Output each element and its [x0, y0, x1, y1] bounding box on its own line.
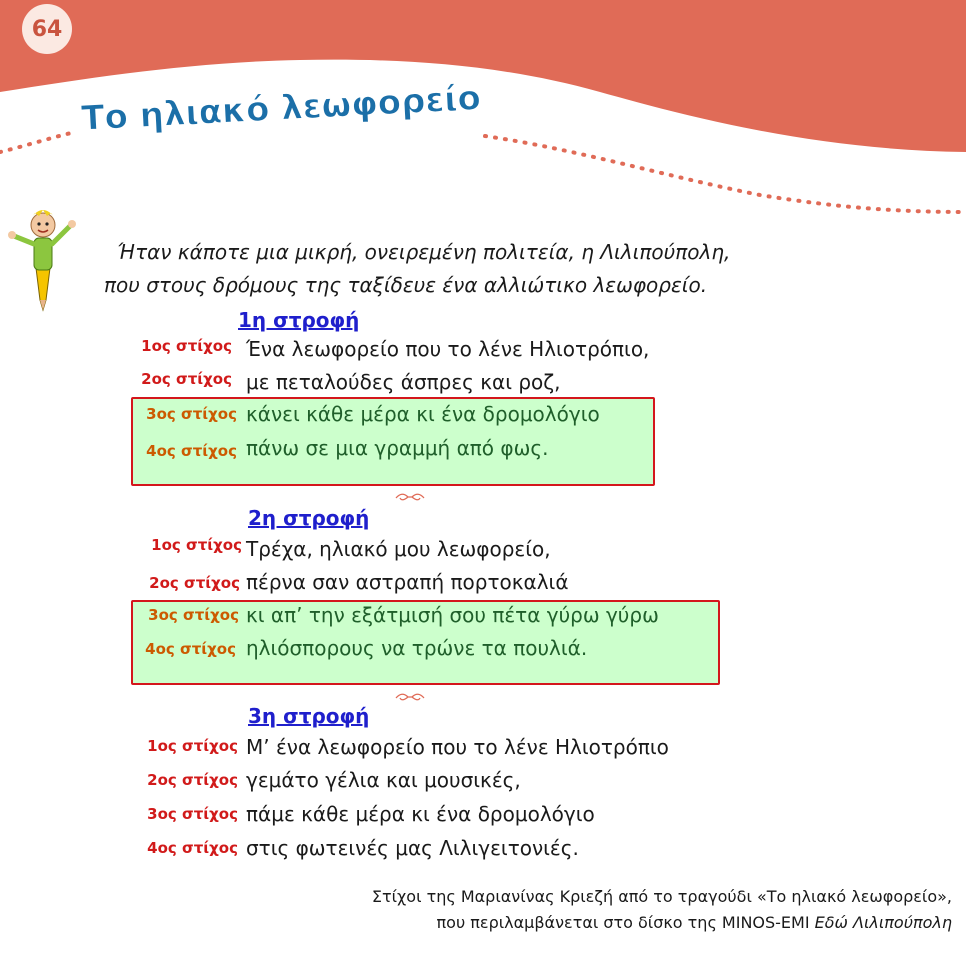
dotted-line-left: [0, 132, 75, 152]
stanza-3-line-3: πάμε κάθε μέρα κι ένα δρομολόγιο: [246, 802, 595, 826]
stanza-1-line-3-label: 3ος στίχος: [146, 405, 237, 423]
stanza-2-line-1: Τρέχα, ηλιακό μου λεωφορείο,: [246, 537, 551, 561]
stanza-2-heading: 2η στροφή: [248, 506, 370, 530]
stanza-1-line-1: Ένα λεωφορείο που το λένε Ηλιοτρόπιο,: [246, 337, 650, 361]
stanza-3-line-4-label: 4ος στίχος: [147, 839, 238, 857]
credits: [372, 884, 952, 936]
album-title: Εδώ Λιλιπούπολη: [814, 913, 952, 932]
stanza-1-line-1-label: 1ος στίχος: [141, 337, 232, 355]
stanza-2-line-4-label: 4ος στίχος: [145, 640, 236, 658]
stanza-2-line-1-label: 1ος στίχος: [151, 536, 242, 554]
stanza-3-line-4: στις φωτεινές μας Λιλιγειτονιές.: [246, 836, 579, 860]
intro-text: [104, 236, 824, 302]
stanza-1-line-4: πάνω σε μια γραμμή από φως.: [246, 436, 549, 460]
stanza-2-line-2: πέρνα σαν αστραπή πορτοκαλιά: [246, 570, 569, 594]
stanza-2-line-3: κι απ’ την εξάτμισή σου πέτα γύρω γύρω: [246, 603, 659, 627]
stanza-1-line-2-label: 2ος στίχος: [141, 370, 232, 388]
pencil-mascot-icon: [6, 200, 78, 315]
page-title: [70, 78, 490, 148]
credits-line-2-prefix: που περιλαμβάνεται στο δίσκο της MINOS-EMI: [436, 913, 810, 932]
page-number: 64: [22, 4, 72, 54]
stanza-1-heading: 1η στροφή: [238, 308, 360, 332]
credits-line-1: Στίχοι της Μαριανίνας Κριεζή από το τραγούδι «Το ηλιακό λεωφορείο»,: [371, 887, 952, 906]
swirl-ornament-icon: [394, 490, 426, 504]
stanza-3-line-3-label: 3ος στίχος: [147, 805, 238, 823]
svg-text:Το ηλιακό λεωφορείο: Το ηλιακό λεωφορείο: [80, 78, 482, 139]
stanza-2-line-3-label: 3ος στίχος: [148, 606, 239, 624]
stanza-3-heading: 3η στροφή: [248, 704, 370, 728]
stanza-3-line-2: γεμάτο γέλια και μουσικές,: [246, 768, 521, 792]
stanza-2-line-4: ηλιόσπορους να τρώνε τα πουλιά.: [246, 636, 588, 660]
credits-line-2: [372, 910, 952, 936]
stanza-3-line-1-label: 1ος στίχος: [147, 737, 238, 755]
stanza-1-line-3: κάνει κάθε μέρα κι ένα δρομολόγιο: [246, 402, 600, 426]
stanza-1-line-4-label: 4ος στίχος: [146, 442, 237, 460]
intro-line-2: που στους δρόμους της ταξίδευε ένα αλλιώτικο λεωφορείο.: [104, 273, 708, 297]
intro-line-1: Ήταν κάποτε μια μικρή, ονειρεμένη πολιτεία, η Λιλιπούπολη,: [117, 240, 731, 264]
stanza-3-line-2-label: 2ος στίχος: [147, 771, 238, 789]
stanza-3-line-1: Μ’ ένα λεωφορείο που το λένε Ηλιοτρόπιο: [246, 735, 669, 759]
swirl-ornament-icon: [394, 690, 426, 704]
stanza-2-line-2-label: 2ος στίχος: [149, 574, 240, 592]
stanza-1-line-2: με πεταλούδες άσπρες και ροζ,: [246, 370, 561, 394]
